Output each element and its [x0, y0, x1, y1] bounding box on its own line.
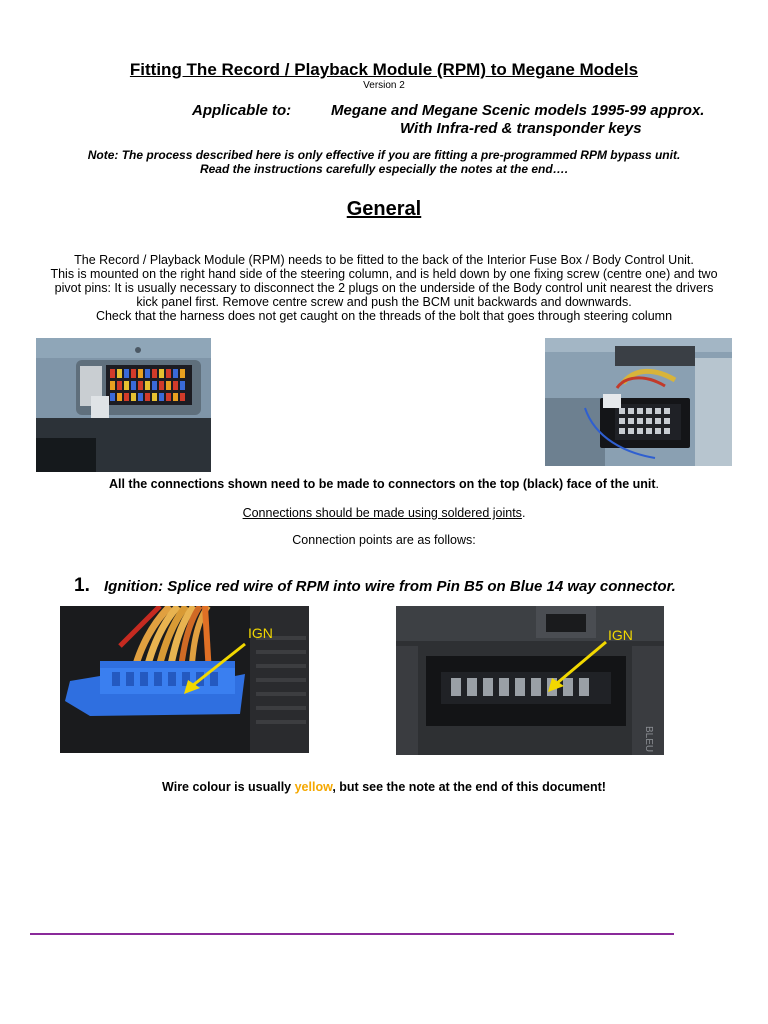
photo-bcm-unit	[545, 338, 732, 466]
document-title: Fitting The Record / Playback Module (RPM) to Megane Models	[129, 60, 639, 79]
step-number: 1.	[74, 575, 90, 596]
connections-soldered-note	[0, 506, 768, 520]
fuse-rows	[110, 369, 185, 401]
general-line: This is mounted on the right hand side of the steering column, and is held down by one fixing screw (centre one) and two	[50, 267, 718, 281]
wire-note-after: , but see the note at the end of this document!	[332, 780, 606, 794]
bleu-marking: BLEU	[643, 726, 654, 753]
soldered-text: Connections should be made using soldered joints	[242, 506, 522, 520]
soldered-period: .	[521, 506, 526, 520]
photo-blue-connector	[60, 606, 309, 753]
footer-divider	[30, 933, 674, 935]
section-heading-general: General	[346, 198, 422, 220]
general-paragraph	[0, 253, 768, 323]
wire-note-colour: yellow	[294, 780, 333, 794]
ign-label-left: IGN	[248, 625, 273, 641]
version-label: Version 2	[363, 80, 405, 91]
top-face-period: .	[655, 477, 660, 491]
connections-top-face-note	[0, 477, 768, 491]
applicable-keys: With Infra-red & transponder keys	[400, 120, 642, 137]
general-line: Check that the harness does not get caught on the threads of the bolt that goes through steering column	[95, 309, 673, 323]
note-line-2: Read the instructions carefully especially the notes at the end….	[199, 162, 569, 176]
top-face-text: All the connections shown need to be made to connectors on the top (black) face of the unit	[108, 477, 656, 491]
step-instruction: Ignition: Splice red wire of RPM into wire from Pin B5 on Blue 14 way connector.	[104, 578, 676, 595]
ign-label-right: IGN	[608, 627, 633, 643]
connection-points-intro: Connection points are as follows:	[292, 533, 476, 547]
general-line: The Record / Playback Module (RPM) needs to be fitted to the back of the Interior Fuse Box / Body Control Unit.	[74, 253, 694, 267]
photo-connector-housing	[396, 606, 664, 755]
applicable-label: Applicable to:	[192, 102, 292, 119]
wire-note-before: Wire colour is usually	[162, 780, 295, 794]
general-line: pivot pins: It is usually necessary to disconnect the 2 plugs on the underside of the Body control unit nearest the drivers	[54, 281, 714, 295]
photo-fuse-box	[36, 338, 211, 472]
housing-pins	[451, 678, 589, 696]
general-line: kick panel first. Remove centre screw and push the BCM unit backwards and downwards.	[136, 295, 632, 309]
applicable-models: Megane and Megane Scenic models 1995-99 approx.	[331, 102, 705, 119]
note-line-1: Note: The process described here is only effective if you are fitting a pre-programmed RPM bypass unit.	[87, 148, 681, 162]
wire-colour-note	[0, 780, 768, 794]
